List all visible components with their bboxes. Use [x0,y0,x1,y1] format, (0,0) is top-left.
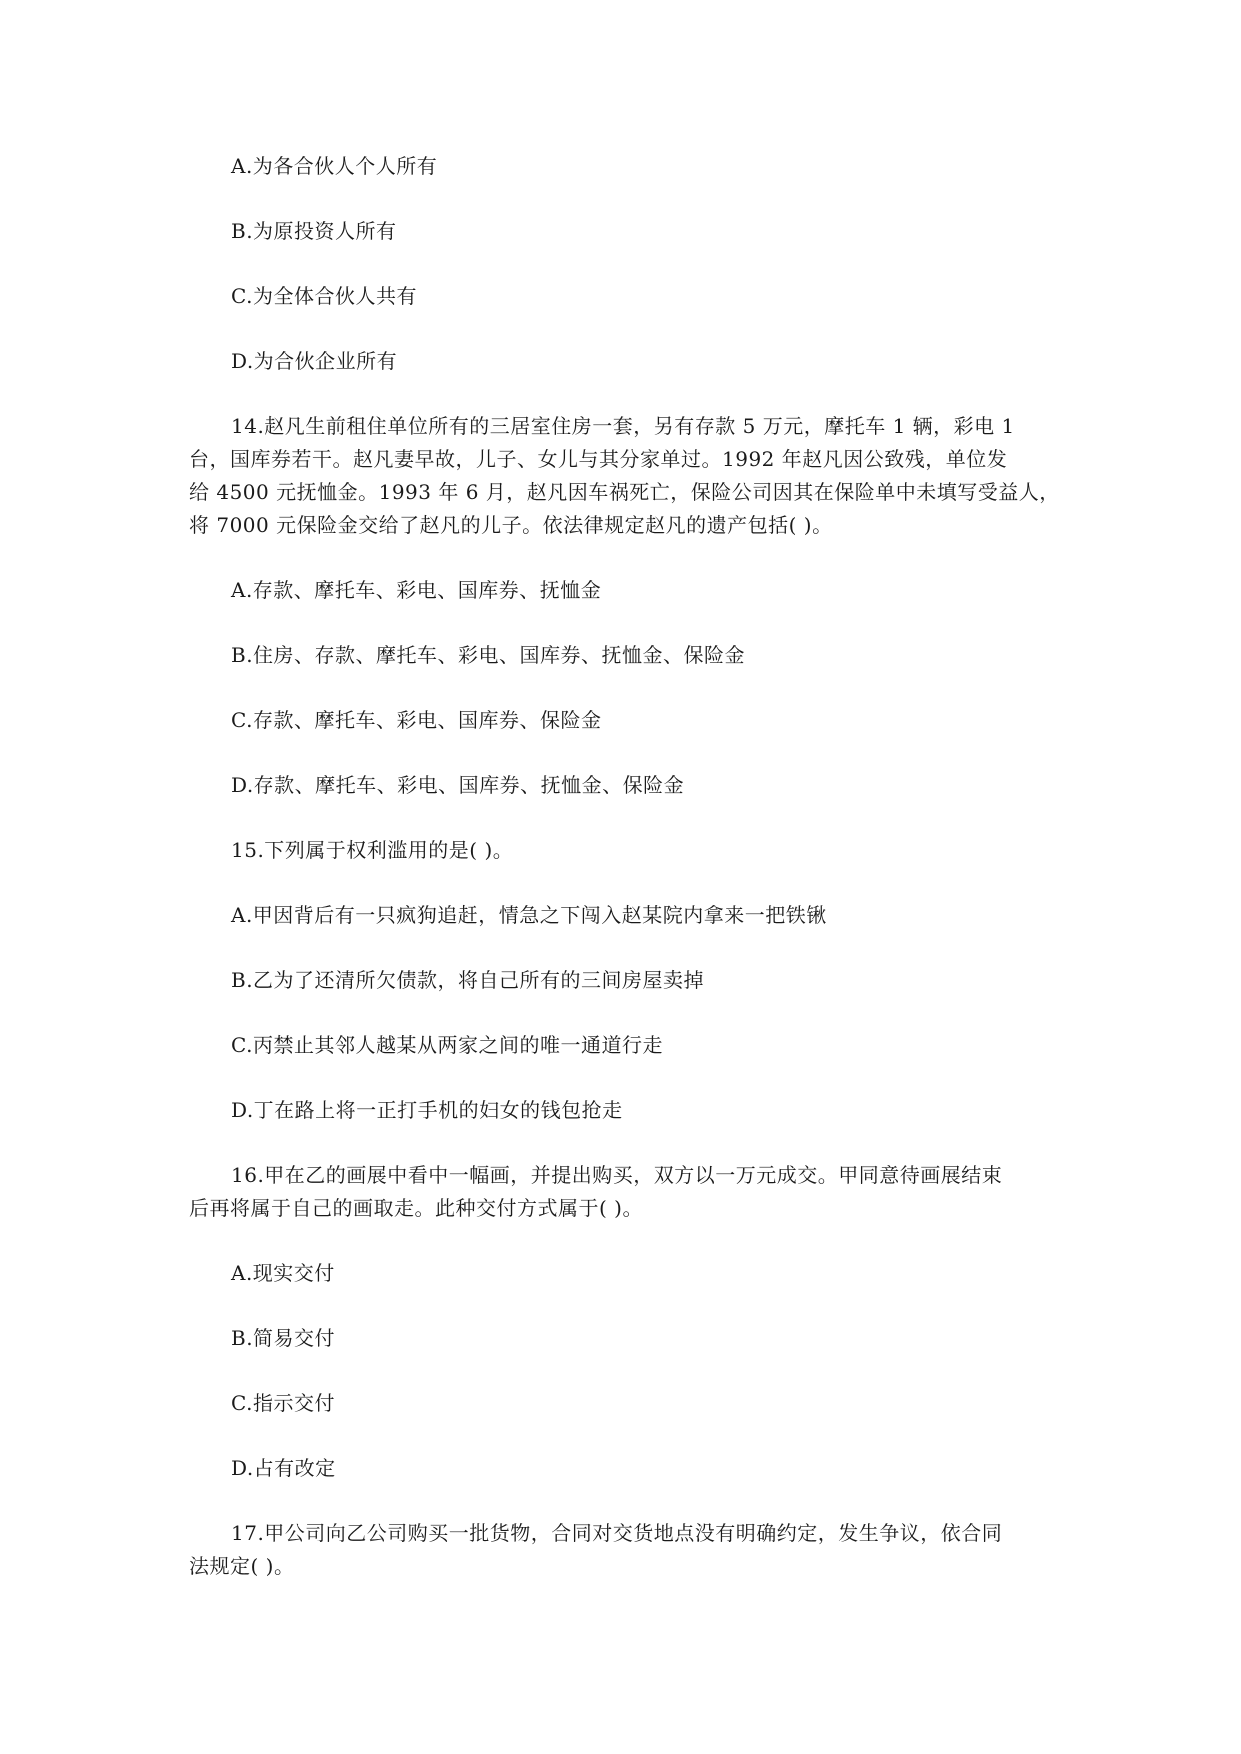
q15-option-c: C.丙禁止其邻人越某从两家之间的唯一通道行走 [231,1033,663,1057]
q16-option-a: A.现实交付 [231,1261,335,1285]
q13-option-d: D.为合伙企业所有 [231,349,398,373]
q15-option-b: B.乙为了还清所欠债款，将自己所有的三间房屋卖掉 [231,968,705,992]
q16-option-d: D.占有改定 [231,1456,336,1480]
q14-option-b: B.住房、存款、摩托车、彩电、国库券、抚恤金、保险金 [231,643,746,667]
q17-stem-line-1: 17.甲公司向乙公司购买一批货物，合同对交货地点没有明确约定，发生争议，依合同 [231,1521,1003,1545]
q14-option-d: D.存款、摩托车、彩电、国库券、抚恤金、保险金 [231,773,685,797]
q14-option-a: A.存款、摩托车、彩电、国库券、抚恤金 [231,578,602,602]
q16-stem-line-2: 后再将属于自己的画取走。此种交付方式属于( )。 [189,1196,643,1220]
q14-stem-line-1: 14.赵凡生前租住单位所有的三居室住房一套，另有存款 5 万元，摩托车 1 辆，彩电 1 [231,414,1015,438]
q14-option-c: C.存款、摩托车、彩电、国库券、保险金 [231,708,602,732]
q13-option-a: A.为各合伙人个人所有 [231,154,438,178]
q16-stem-line-1: 16.甲在乙的画展中看中一幅画，并提出购买，双方以一万元成交。甲同意待画展结束 [231,1163,1003,1187]
q15-stem-line-1: 15.下列属于权利滥用的是( )。 [231,838,514,862]
q16-option-c: C.指示交付 [231,1391,335,1415]
q13-option-b: B.为原投资人所有 [231,219,397,243]
q14-stem-line-3: 给 4500 元抚恤金。1993 年 6 月，赵凡因车祸死亡，保险公司因其在保险单中未填写受益人， [189,480,1060,504]
q14-stem-line-2: 台，国库券若干。赵凡妻早故，儿子、女儿与其分家单过。1992 年赵凡因公致残，单位发 [189,447,1008,471]
q15-option-a: A.甲因背后有一只疯狗追赶，情急之下闯入赵某院内拿来一把铁锹 [231,903,827,927]
q14-stem-line-4: 将 7000 元保险金交给了赵凡的儿子。依法律规定赵凡的遗产包括( )。 [189,513,833,537]
q16-option-b: B.简易交付 [231,1326,336,1350]
q17-stem-line-2: 法规定( )。 [189,1554,295,1578]
q13-option-c: C.为全体合伙人共有 [231,284,417,308]
q15-option-d: D.丁在路上将一正打手机的妇女的钱包抢走 [231,1098,623,1122]
